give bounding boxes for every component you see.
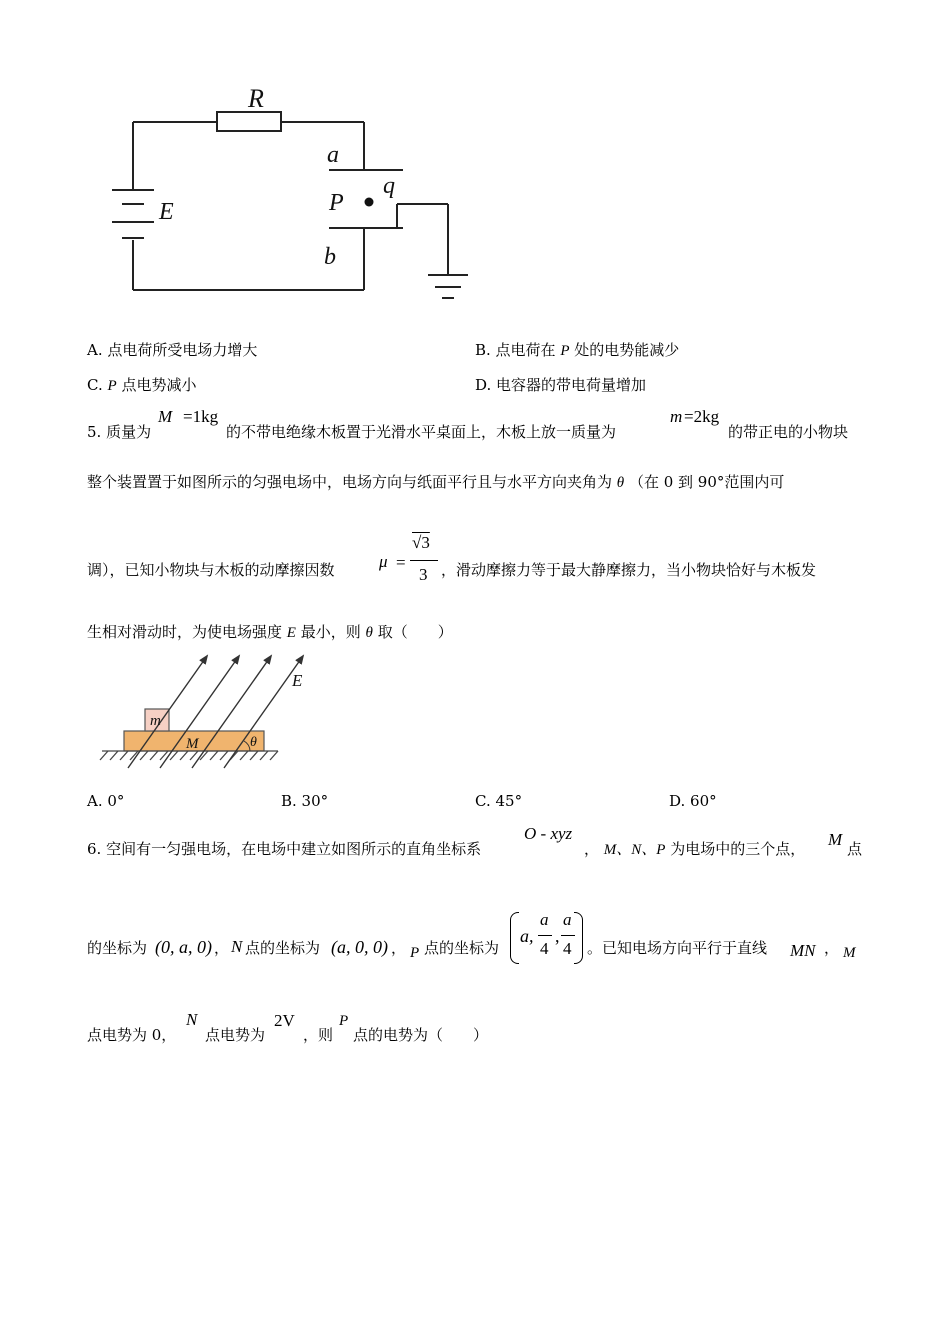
q5-mass-M-value: =1kg [183, 407, 219, 426]
battery-E [112, 190, 154, 238]
q6-N-potential: 2V [274, 1011, 295, 1030]
q4-option-d-text: D. 电容器的带电荷量增加 [475, 376, 647, 394]
q6-P-frac2-bar [561, 935, 575, 936]
q6-text: ， [214, 939, 230, 957]
q5-mass-M: M [158, 407, 173, 426]
q5-mass-m: m [670, 407, 683, 426]
q5-text: 生相对滑动时，为使电场强度 [87, 623, 283, 641]
q6-P-frac2-den: 4 [563, 939, 572, 958]
q6-text: 。已知电场方向平行于直线 [587, 939, 768, 957]
q4-option-b-var: P [560, 343, 570, 359]
q6-text: 点的电势为（ ） [353, 1026, 489, 1044]
q6-M-2: M [843, 945, 856, 961]
q6-line-3d [353, 1025, 488, 1045]
q6-N-2: N [186, 1010, 198, 1029]
q6-line-MN: MN [790, 941, 816, 960]
q4-option-c-var: P [107, 378, 117, 394]
q6-P-coord-a: a, [520, 926, 534, 946]
q6-line-3c [303, 1025, 333, 1045]
q4-option-c[interactable] [87, 375, 196, 396]
q6-P-frac1-num: a [540, 910, 549, 929]
q6-line-1c [847, 839, 862, 859]
q6-line-3 [87, 1025, 176, 1045]
q5-field-E: E [286, 625, 296, 641]
q4-option-b-text-2: 处的电势能减少 [574, 341, 680, 359]
q6-N-coordinate: (a, 0, 0) [331, 937, 388, 957]
q5-line-1b [226, 422, 616, 442]
q5-fig-m: m [150, 713, 161, 729]
q6-text: ，则 [303, 1026, 334, 1044]
q4-option-d[interactable] [475, 375, 646, 395]
q5-text: 取（ ） [377, 623, 453, 641]
q6-coordinate-system: O - xyz [524, 824, 573, 843]
q6-line-3b [205, 1025, 265, 1045]
q5-text: 5. 质量为 [87, 423, 152, 441]
q6-text: 6. 空间有一匀强电场，在电场中建立如图所示的直角坐标系 [87, 840, 482, 858]
q6-text: ， [584, 840, 600, 858]
q5-mu-equals: = [396, 553, 406, 572]
q5-text: 的带正电的小物块 [728, 423, 849, 441]
q4-option-b[interactable] [475, 340, 679, 361]
q6-P-right-paren [574, 912, 583, 964]
q5-mu: μ [379, 552, 388, 571]
q6-line-2 [87, 938, 147, 958]
q6-text: 点电势为 0， [87, 1026, 177, 1044]
q5-fig-E: E [292, 671, 303, 690]
q5-text: ，滑动摩擦力等于最大静摩擦力，当小物块恰好与木板发 [441, 561, 817, 579]
q6-line-1b [584, 839, 805, 860]
point-charge-P [365, 198, 374, 207]
q4-option-c-text-2: 点电势减小 [121, 376, 197, 394]
q5-fig-theta: θ [250, 735, 257, 750]
q5-line-3b [441, 560, 816, 580]
q6-text: 点的坐标为 [424, 939, 500, 957]
q5-text: 调），已知小物块与木板的动摩擦因数 [87, 561, 335, 579]
q6-P: P [410, 945, 420, 961]
q6-text: 点 [847, 840, 863, 858]
q4-option-b-text: B. 点电荷在 [475, 341, 556, 359]
q5-mu-denominator: 3 [419, 565, 428, 584]
q5-figure [0, 640, 950, 780]
circuit-wires [133, 122, 448, 290]
q5-text: 最小，则 [300, 623, 361, 641]
q5-text: （在 0 到 90°范围内可 [628, 473, 785, 491]
q6-text: ， [824, 939, 840, 957]
q5-table [100, 751, 278, 760]
q6-text: 的坐标为 [87, 939, 148, 957]
circuit-diagram [0, 0, 950, 320]
q6-M-coordinate: (0, a, 0) [155, 937, 212, 957]
q6-N: N [231, 937, 243, 956]
q5-mu-fraction-bar [410, 560, 438, 561]
label-E: E [159, 199, 174, 225]
q5-line-1c [728, 422, 848, 442]
q6-text: 点的坐标为 [245, 939, 321, 957]
label-b: b [324, 244, 336, 270]
q5-text: 整个装置置于如图所示的匀强电场中，电场方向与纸面平行且与水平方向夹角为 [87, 473, 613, 491]
q6-points: M、N、P [603, 842, 666, 858]
q5-theta: θ [365, 625, 373, 641]
label-a: a [327, 142, 339, 168]
q6-P-frac2-num: a [563, 910, 572, 929]
q5-text: 的不带电绝缘木板置于光滑水平桌面上，木板上放一质量为 [226, 423, 617, 441]
q6-P-2: P [339, 1013, 349, 1029]
q5-option-a[interactable]: A. 0° [87, 792, 125, 810]
q5-line-3 [87, 560, 335, 580]
q6-P-frac1-den: 4 [540, 939, 549, 958]
q5-theta: θ [616, 475, 625, 491]
q5-option-d[interactable]: D. 60° [669, 792, 717, 810]
q6-M: M [828, 830, 843, 849]
q6-text: 点电势为 [205, 1026, 266, 1044]
q5-line-1 [87, 422, 151, 442]
q4-option-c-text: C. [87, 376, 103, 394]
q5-fig-M: M [186, 736, 199, 752]
q5-mass-m-value: =2kg [684, 407, 720, 426]
resistor-R [217, 112, 281, 131]
q6-text: ， [391, 939, 407, 957]
q6-P-left-paren [510, 912, 519, 964]
q5-option-c[interactable]: C. 45° [475, 792, 523, 810]
q4-option-a-text: A. 点电荷所受电场力增大 [87, 341, 258, 359]
q6-P-frac1-bar [538, 935, 552, 936]
q6-text: 为电场中的三个点， [670, 840, 806, 858]
q5-option-b[interactable]: B. 30° [281, 792, 329, 810]
q6-P-comma: , [555, 926, 560, 946]
q5-mu-numerator: √3 [412, 533, 430, 552]
q4-option-a[interactable] [87, 340, 257, 360]
label-P: P [329, 190, 344, 216]
q6-line-1 [87, 839, 481, 859]
q5-line-2 [87, 472, 784, 493]
label-q: q [383, 173, 395, 199]
ground-symbol [428, 275, 468, 298]
label-R: R [248, 84, 264, 113]
